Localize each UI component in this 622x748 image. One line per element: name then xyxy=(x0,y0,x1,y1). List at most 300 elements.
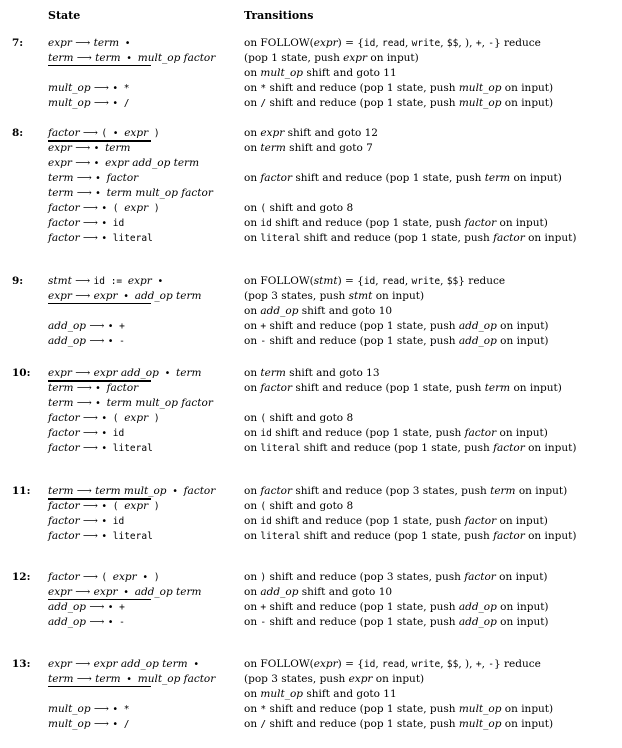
text-segment: shift and reduce (pop 1 state, push xyxy=(266,97,459,109)
text-segment: term xyxy=(105,142,131,154)
text-segment: on xyxy=(244,202,261,214)
item-row xyxy=(0,426,622,441)
text-segment: shift and reduce (pop 1 state, push xyxy=(292,382,485,394)
text-segment: • xyxy=(166,486,184,497)
text-segment: shift and reduce (pop 1 state, push xyxy=(266,320,459,332)
text-segment: shift and reduce (pop 1 state, push xyxy=(266,718,459,730)
text-segment: shift and goto 8 xyxy=(266,500,354,512)
text-segment: shift and reduce (pop 1 state, push xyxy=(300,232,494,244)
text-segment: ( xyxy=(260,501,267,512)
text-segment: • xyxy=(158,368,177,379)
text-segment: $$ xyxy=(446,38,459,49)
text-segment: on xyxy=(244,515,261,527)
item-row xyxy=(0,289,622,304)
text-segment: factor xyxy=(48,217,80,229)
transition-action xyxy=(244,702,553,717)
item-row xyxy=(0,274,622,289)
text-segment: on input) xyxy=(501,82,554,94)
text-segment: on xyxy=(244,127,261,139)
text-segment: ⟶ xyxy=(73,382,96,394)
item-row xyxy=(0,319,622,334)
text-segment: shift and goto 10 xyxy=(298,305,393,317)
text-segment: shift and reduce (pop 3 states, push xyxy=(292,485,491,497)
text-segment: shift and reduce (pop 1 state, push xyxy=(300,442,494,454)
text-segment: • ( xyxy=(101,203,125,214)
text-segment: • * xyxy=(112,704,130,715)
text-segment: write xyxy=(411,276,441,287)
item-row xyxy=(0,529,622,544)
text-segment: on input) xyxy=(501,703,554,715)
lr-item xyxy=(48,585,201,600)
text-segment: on xyxy=(244,412,261,424)
text-segment: term xyxy=(260,142,286,154)
text-segment: - xyxy=(488,38,494,49)
transition-action xyxy=(244,334,549,349)
text-segment: on input) xyxy=(524,442,577,454)
lr-item xyxy=(48,396,213,411)
text-segment: shift and reduce (pop 1 state, push xyxy=(292,172,485,184)
lr-item xyxy=(48,289,201,304)
text-segment: factor xyxy=(183,485,216,497)
text-segment: expr xyxy=(48,290,72,302)
text-segment: expr xyxy=(48,658,72,670)
transition-action xyxy=(244,499,353,514)
text-segment: expr xyxy=(343,52,368,64)
text-segment: on input) xyxy=(496,515,548,527)
text-segment: ⟶ xyxy=(71,367,94,379)
text-segment: on FOLLOW( xyxy=(244,658,314,670)
text-segment: id := xyxy=(93,276,128,287)
text-segment: expr xyxy=(48,37,72,49)
lr-item xyxy=(48,96,130,111)
text-segment: • xyxy=(95,383,107,394)
text-segment: expr xyxy=(313,37,338,49)
transition-action xyxy=(244,366,380,381)
text-segment: factor xyxy=(260,382,293,394)
lr-item xyxy=(48,319,125,334)
text-segment: mult_op xyxy=(48,703,91,715)
item-row xyxy=(0,201,622,216)
text-segment: shift and reduce (pop 1 state, push xyxy=(266,82,459,94)
item-row xyxy=(0,484,622,499)
text-segment: shift and goto 12 xyxy=(284,127,378,139)
text-segment: add_op xyxy=(458,335,497,347)
text-segment: ⟶ xyxy=(86,320,108,332)
text-segment: expr xyxy=(348,673,373,685)
text-segment: ⟶ xyxy=(71,290,94,302)
text-segment: mult_op xyxy=(48,82,91,94)
text-segment: factor xyxy=(48,530,80,542)
text-segment: ⟶ xyxy=(79,442,102,454)
transition-action xyxy=(244,570,548,585)
text-segment: ⟶ xyxy=(79,217,102,229)
text-segment: on input) xyxy=(501,97,554,109)
text-segment: ⟶ xyxy=(71,37,94,49)
text-segment: ⟶ xyxy=(79,530,102,542)
item-row xyxy=(0,156,622,171)
text-segment: expr xyxy=(48,142,72,154)
text-segment: factor xyxy=(493,232,525,244)
text-segment: • + xyxy=(107,602,125,613)
text-segment: ⟶ xyxy=(73,187,96,199)
text-segment: ⟶ xyxy=(86,335,108,347)
lr-item xyxy=(48,171,138,186)
lr-item xyxy=(48,334,125,349)
text-segment: on xyxy=(244,320,261,332)
text-segment: ) = { xyxy=(337,37,364,49)
text-segment: term xyxy=(93,37,120,49)
text-segment: on FOLLOW( xyxy=(244,275,314,287)
text-segment: (pop 3 states, push xyxy=(244,290,349,302)
text-segment: on input) xyxy=(524,232,577,244)
text-segment: , xyxy=(375,37,383,49)
text-segment: on xyxy=(244,427,261,439)
item-row xyxy=(0,381,622,396)
text-segment: expr xyxy=(48,367,72,379)
text-segment: on xyxy=(244,530,261,542)
text-segment: expr xyxy=(127,275,152,287)
text-segment: } reduce xyxy=(493,658,541,670)
state-number: 13: xyxy=(12,658,31,670)
text-segment: expr add_op term xyxy=(93,658,188,670)
text-segment: shift and reduce (pop 1 state, push xyxy=(266,616,459,628)
item-row xyxy=(0,499,622,514)
transition-action xyxy=(244,51,419,66)
text-segment: factor xyxy=(48,412,80,424)
item-row xyxy=(0,51,622,66)
text-segment: + xyxy=(475,38,482,49)
text-segment: mult_op xyxy=(260,67,304,79)
text-segment: factor xyxy=(48,515,80,527)
text-segment: on input) xyxy=(496,427,548,439)
text-segment: on xyxy=(244,718,261,730)
transition-action xyxy=(244,600,549,615)
text-segment: / xyxy=(260,98,267,109)
text-segment: shift and reduce (pop 1 state, push xyxy=(266,703,459,715)
text-segment: term xyxy=(48,382,74,394)
lr-item xyxy=(48,216,124,231)
text-segment: mult_op xyxy=(458,718,502,730)
item-row xyxy=(0,441,622,456)
lr-item xyxy=(48,156,199,171)
lr-item xyxy=(48,514,124,529)
text-segment: term xyxy=(484,382,511,394)
text-segment: on xyxy=(244,616,261,628)
lr-item xyxy=(48,141,131,156)
text-segment: • ( xyxy=(101,501,125,512)
lr-item xyxy=(48,411,160,426)
text-segment: read xyxy=(382,38,405,49)
text-segment: • - xyxy=(107,617,125,628)
lr-item xyxy=(48,570,160,585)
text-segment: add_op xyxy=(458,320,497,332)
transition-action xyxy=(244,672,424,687)
state-number: 10: xyxy=(12,367,31,379)
text-segment: add_op xyxy=(260,586,299,598)
item-row xyxy=(0,81,622,96)
text-segment: } reduce xyxy=(458,275,506,287)
text-segment: on xyxy=(244,97,261,109)
text-segment: mult_op xyxy=(458,97,502,109)
kernel-divider xyxy=(48,140,151,142)
lr-item xyxy=(48,381,138,396)
transition-action xyxy=(244,529,576,544)
text-segment: ⟶ xyxy=(79,412,102,424)
text-segment: on input) xyxy=(372,290,425,302)
transition-action xyxy=(244,126,378,141)
text-segment: on input) xyxy=(372,673,425,685)
text-segment: - xyxy=(260,617,267,628)
text-segment: ⟶ xyxy=(71,275,94,287)
text-segment: , xyxy=(440,658,447,670)
text-segment: add_op xyxy=(458,601,497,613)
transition-action xyxy=(244,201,353,216)
text-segment: mult_op xyxy=(458,703,502,715)
text-segment: on xyxy=(244,82,261,94)
item-row xyxy=(0,231,622,246)
text-segment: } reduce xyxy=(493,37,541,49)
transition-action xyxy=(244,289,424,304)
transition-action xyxy=(244,319,549,334)
state-number: 12: xyxy=(12,571,31,583)
text-segment: on input) xyxy=(496,320,549,332)
transition-action xyxy=(244,141,373,156)
lr-item xyxy=(48,81,130,96)
text-segment: mult_op xyxy=(48,97,91,109)
text-segment: factor xyxy=(48,571,80,583)
text-segment: add_op term xyxy=(134,586,202,598)
text-segment: • xyxy=(117,291,135,302)
text-segment: / xyxy=(260,719,267,730)
text-segment: on xyxy=(244,688,261,700)
text-segment: ⟶ xyxy=(79,500,102,512)
text-segment: factor xyxy=(48,202,80,214)
text-segment: expr xyxy=(124,202,149,214)
transition-action xyxy=(244,514,548,529)
text-segment: mult_op factor xyxy=(137,52,216,64)
text-segment: on FOLLOW( xyxy=(244,37,314,49)
text-segment: ⟶ xyxy=(86,616,108,628)
text-segment: + xyxy=(260,602,267,613)
text-segment: shift and goto 11 xyxy=(303,688,397,700)
text-segment: on xyxy=(244,442,261,454)
item-row xyxy=(0,396,622,411)
text-segment: on input) xyxy=(496,616,549,628)
transition-action xyxy=(244,426,548,441)
text-segment: ⟶ xyxy=(73,52,96,64)
transition-action xyxy=(244,66,397,81)
text-segment: , xyxy=(375,658,383,670)
text-segment: on input) xyxy=(496,335,549,347)
text-segment: • xyxy=(120,674,138,685)
text-segment: on xyxy=(244,586,261,598)
text-segment: • xyxy=(117,587,135,598)
lr-item xyxy=(48,126,160,141)
text-segment: on input) xyxy=(496,217,548,229)
text-segment: on input) xyxy=(367,52,419,64)
text-segment: • literal xyxy=(101,233,153,244)
text-segment: on xyxy=(244,67,261,79)
text-segment: on input) xyxy=(515,485,568,497)
text-segment: on input) xyxy=(510,172,562,184)
kernel-divider xyxy=(48,303,151,304)
transition-action xyxy=(244,381,562,396)
text-segment: , xyxy=(440,275,447,287)
item-row xyxy=(0,36,622,51)
state-number: 7: xyxy=(12,37,24,49)
text-segment: ) xyxy=(148,501,160,512)
text-segment: add_op xyxy=(458,616,497,628)
state-number: 11: xyxy=(12,485,31,497)
text-segment: , xyxy=(481,658,489,670)
text-segment: shift and reduce (pop 1 state, push xyxy=(271,515,465,527)
text-segment: • + xyxy=(107,321,125,332)
text-segment: • ( xyxy=(101,413,125,424)
text-segment: on input) xyxy=(510,382,562,394)
item-row xyxy=(0,304,622,319)
text-segment: , xyxy=(404,37,412,49)
text-segment: • xyxy=(119,38,131,49)
text-segment: read xyxy=(381,276,405,287)
item-row xyxy=(0,96,622,111)
text-segment: shift and reduce (pop 1 state, push xyxy=(271,427,465,439)
text-segment: term xyxy=(48,52,74,64)
lr-item xyxy=(48,702,130,717)
lr-item xyxy=(48,672,215,687)
text-segment: ⟶ xyxy=(79,232,102,244)
text-segment: shift and reduce (pop 1 state, push xyxy=(266,335,459,347)
text-segment: term xyxy=(48,172,74,184)
text-segment: factor xyxy=(48,442,80,454)
text-segment: factor xyxy=(260,485,293,497)
text-segment: ) xyxy=(148,203,160,214)
text-segment: ⟶ xyxy=(71,658,94,670)
transition-action xyxy=(244,36,541,51)
item-row xyxy=(0,585,622,600)
text-segment: (pop 1 state, push xyxy=(244,52,344,64)
text-segment: + xyxy=(475,659,482,670)
text-segment: factor xyxy=(464,217,497,229)
text-segment: add_op term xyxy=(134,290,202,302)
text-segment: , xyxy=(404,275,412,287)
transition-action xyxy=(244,585,392,600)
header-state: State xyxy=(48,9,81,22)
text-segment: id xyxy=(260,428,272,439)
lr-item xyxy=(48,499,160,514)
text-segment: • * xyxy=(112,83,130,94)
text-segment: add_op xyxy=(48,601,86,613)
lr-item xyxy=(48,717,130,732)
text-segment: on input) xyxy=(496,601,549,613)
text-segment: • xyxy=(151,276,164,287)
text-segment: mult_op factor xyxy=(137,673,216,685)
text-segment: • literal xyxy=(101,531,153,542)
text-segment: literal xyxy=(260,233,301,244)
transition-action xyxy=(244,717,553,732)
text-segment: on xyxy=(244,335,261,347)
text-segment: read xyxy=(382,659,405,670)
text-segment: factor xyxy=(48,127,80,139)
kernel-divider xyxy=(48,498,151,500)
transition-action xyxy=(244,615,549,630)
text-segment: ) xyxy=(148,413,160,424)
text-segment: ⟶ xyxy=(90,97,113,109)
state-number: 9: xyxy=(12,275,24,287)
text-segment: term xyxy=(48,187,74,199)
lr-item xyxy=(48,529,153,544)
text-segment: add_op xyxy=(260,305,299,317)
text-segment: term mult_op xyxy=(95,485,167,497)
kernel-divider xyxy=(48,380,151,382)
text-segment: add_op xyxy=(48,616,86,628)
text-segment: id xyxy=(260,218,272,229)
text-segment: ⟶ xyxy=(71,586,94,598)
item-row xyxy=(0,411,622,426)
item-row xyxy=(0,672,622,687)
text-segment: on xyxy=(244,305,261,317)
text-segment: • id xyxy=(101,428,125,439)
text-segment: ⟶ xyxy=(79,571,102,583)
text-segment: ⟶ xyxy=(79,427,102,439)
text-segment: • xyxy=(95,173,107,184)
transition-action xyxy=(244,216,548,231)
item-row xyxy=(0,171,622,186)
text-segment: shift and reduce (pop 3 states, push xyxy=(266,571,465,583)
transition-action xyxy=(244,171,562,186)
text-segment: (pop 3 states, push xyxy=(244,673,349,685)
text-segment: on xyxy=(244,571,261,583)
item-row xyxy=(0,600,622,615)
text-segment: factor xyxy=(106,172,139,184)
text-segment: on xyxy=(244,382,261,394)
text-segment: id xyxy=(363,38,376,49)
lr-item xyxy=(48,186,213,201)
text-segment: $$ xyxy=(446,659,459,670)
text-segment: ( xyxy=(101,572,113,583)
text-segment: add_op xyxy=(48,320,86,332)
text-segment: ) xyxy=(260,572,267,583)
text-segment: term xyxy=(95,673,121,685)
item-row xyxy=(0,216,622,231)
text-segment: expr xyxy=(48,157,72,169)
transition-action xyxy=(244,657,541,672)
text-segment: shift and reduce (pop 1 state, push xyxy=(300,530,494,542)
text-segment: factor xyxy=(493,442,525,454)
item-row xyxy=(0,334,622,349)
text-segment: term xyxy=(48,673,74,685)
text-segment: id xyxy=(260,516,272,527)
text-segment: • xyxy=(95,398,107,409)
text-segment: stmt xyxy=(348,290,373,302)
item-row xyxy=(0,366,622,381)
lr-item xyxy=(48,600,125,615)
lr-item xyxy=(48,615,125,630)
text-segment: shift and goto 7 xyxy=(285,142,373,154)
text-segment: term xyxy=(95,52,121,64)
text-segment: factor xyxy=(464,571,496,583)
item-row xyxy=(0,514,622,529)
text-segment: • ) xyxy=(136,572,160,583)
text-segment: • - xyxy=(107,336,125,347)
text-segment: ⟶ xyxy=(90,718,113,730)
text-segment: - xyxy=(488,659,494,670)
lr-item xyxy=(48,441,153,456)
text-segment: expr xyxy=(124,412,149,424)
lr-item xyxy=(48,484,215,499)
text-segment: * xyxy=(260,83,267,94)
text-segment: on xyxy=(244,485,261,497)
text-segment: ⟶ xyxy=(73,172,96,184)
